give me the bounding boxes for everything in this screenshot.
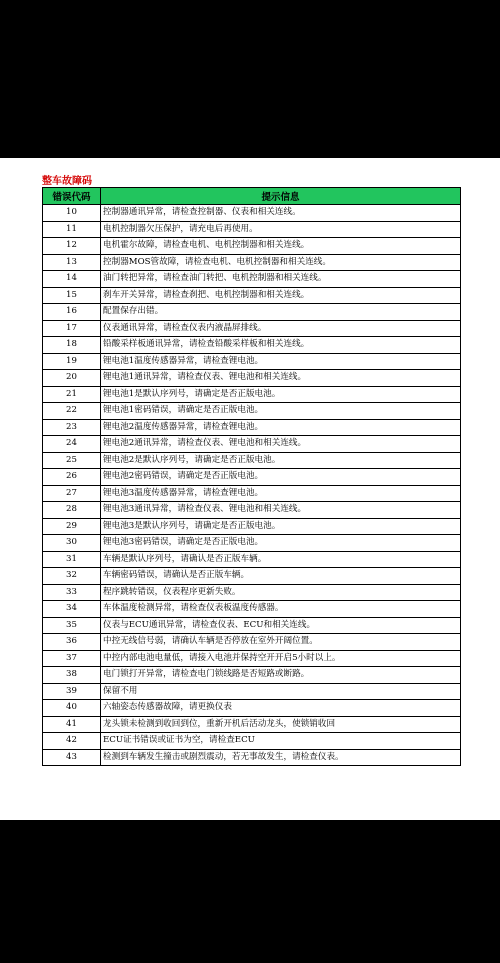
table-row [43,370,461,387]
message-cell: 油门转把异常，请检查油门转把、电机控制器和相关连线。 [101,271,461,288]
message-cell: 配置保存出错。 [101,304,461,321]
message-cell: 控制器通讯异常，请检查控制器、仪表和相关连线。 [101,205,461,222]
message-cell: 电机控制器欠压保护，请充电后再使用。 [101,221,461,238]
error-code-cell: 39 [43,683,101,700]
message-cell: ECU证书错误或证书为空，请检查ECU [101,733,461,750]
error-code-cell: 14 [43,271,101,288]
error-code-cell: 43 [43,749,101,766]
error-code-cell: 21 [43,386,101,403]
document-sheet [0,158,500,820]
table-row [43,337,461,354]
error-code-cell: 12 [43,238,101,255]
table-row [43,634,461,651]
table-row [43,452,461,469]
table-row [43,254,461,271]
table-row [43,535,461,552]
table-row [43,238,461,255]
error-code-cell: 29 [43,518,101,535]
table-row [43,419,461,436]
error-code-cell: 35 [43,617,101,634]
error-code-cell: 41 [43,716,101,733]
error-code-cell: 37 [43,650,101,667]
message-cell: 仪表通讯异常，请检查仪表内液晶屏排线。 [101,320,461,337]
message-cell: 锂电池3通讯异常，请检查仪表、锂电池和相关连线。 [101,502,461,519]
message-cell: 仪表与ECU通讯异常，请检查仪表、ECU和相关连线。 [101,617,461,634]
message-cell: 程序跳转错误，仪表程序更新失败。 [101,584,461,601]
error-code-cell: 30 [43,535,101,552]
message-cell: 锂电池2通讯异常，请检查仪表、锂电池和相关连线。 [101,436,461,453]
message-cell: 检测到车辆发生撞击或剧烈震动，若无事故发生，请检查仪表。 [101,749,461,766]
error-code-cell: 17 [43,320,101,337]
table-row [43,749,461,766]
error-code-cell: 26 [43,469,101,486]
message-cell: 车体温度检测异常，请检查仪表板温度传感器。 [101,601,461,618]
table-title: 整车故障码 [42,176,92,187]
table-row [43,386,461,403]
error-code-cell: 10 [43,205,101,222]
table-row [43,667,461,684]
table-body [43,205,461,766]
table-row [43,304,461,321]
error-code-cell: 38 [43,667,101,684]
table-row [43,700,461,717]
message-cell: 锂电池2密码错误，请确定是否正版电池。 [101,469,461,486]
table-row [43,469,461,486]
error-code-cell: 22 [43,403,101,420]
table-row [43,436,461,453]
table-row [43,601,461,618]
message-cell: 锂电池2温度传感器异常，请检查锂电池。 [101,419,461,436]
error-code-cell: 23 [43,419,101,436]
table-row [43,353,461,370]
table-row [43,518,461,535]
message-cell: 六轴姿态传感器故障，请更换仪表 [101,700,461,717]
message-cell: 锂电池3是默认序列号，请确定是否正版电池。 [101,518,461,535]
table-row [43,403,461,420]
table-row [43,271,461,288]
message-cell: 锂电池3温度传感器异常，请检查锂电池。 [101,485,461,502]
header-message: 提示信息 [101,188,461,205]
message-cell: 电机霍尔故障，请检查电机、电机控制器和相关连线。 [101,238,461,255]
error-code-cell: 42 [43,733,101,750]
message-cell: 龙头锁未检测到收回到位，重新开机后活动龙头，使锁销收回 [101,716,461,733]
table-row [43,650,461,667]
table-row [43,485,461,502]
error-code-cell: 11 [43,221,101,238]
message-cell: 保留不用 [101,683,461,700]
message-cell: 车辆密码错误，请确认是否正版车辆。 [101,568,461,585]
error-code-cell: 25 [43,452,101,469]
error-code-cell: 33 [43,584,101,601]
table-row [43,551,461,568]
fault-code-table [42,187,461,766]
message-cell: 中控内部电池电量低，请接入电池并保持空开开启5小时以上。 [101,650,461,667]
message-cell: 锂电池3密码错误，请确定是否正版电池。 [101,535,461,552]
error-code-cell: 34 [43,601,101,618]
message-cell: 锂电池1温度传感器异常，请检查锂电池。 [101,353,461,370]
error-code-cell: 13 [43,254,101,271]
table-row [43,568,461,585]
table-row [43,733,461,750]
error-code-cell: 32 [43,568,101,585]
error-code-cell: 18 [43,337,101,354]
message-cell: 锂电池1是默认序列号，请确定是否正版电池。 [101,386,461,403]
error-code-cell: 40 [43,700,101,717]
table-row [43,584,461,601]
error-code-cell: 20 [43,370,101,387]
message-cell: 铅酸采样板通讯异常，请检查铅酸采样板和相关连线。 [101,337,461,354]
message-cell: 锂电池1密码错误，请确定是否正版电池。 [101,403,461,420]
message-cell: 锂电池2是默认序列号，请确定是否正版电池。 [101,452,461,469]
message-cell: 刹车开关异常，请检查刹把、电机控制器和相关连线。 [101,287,461,304]
table-row [43,221,461,238]
header-code: 错误代码 [43,188,101,205]
error-code-cell: 36 [43,634,101,651]
table-row [43,502,461,519]
table-row [43,320,461,337]
error-code-cell: 31 [43,551,101,568]
table-row [43,287,461,304]
message-cell: 中控无线信号弱，请确认车辆是否停放在室外开阔位置。 [101,634,461,651]
table-row [43,683,461,700]
message-cell: 锂电池1通讯异常，请检查仪表、锂电池和相关连线。 [101,370,461,387]
error-code-cell: 24 [43,436,101,453]
error-code-cell: 28 [43,502,101,519]
error-code-cell: 15 [43,287,101,304]
table-row [43,716,461,733]
error-code-cell: 16 [43,304,101,321]
header-row [43,188,461,205]
error-code-cell: 27 [43,485,101,502]
message-cell: 车辆是默认序列号，请确认是否正版车辆。 [101,551,461,568]
table-row [43,205,461,222]
message-cell: 电门锁打开异常，请检查电门锁线路是否短路或断路。 [101,667,461,684]
error-code-cell: 19 [43,353,101,370]
message-cell: 控制器MOS管故障，请检查电机、电机控制器和相关连线。 [101,254,461,271]
table-row [43,617,461,634]
